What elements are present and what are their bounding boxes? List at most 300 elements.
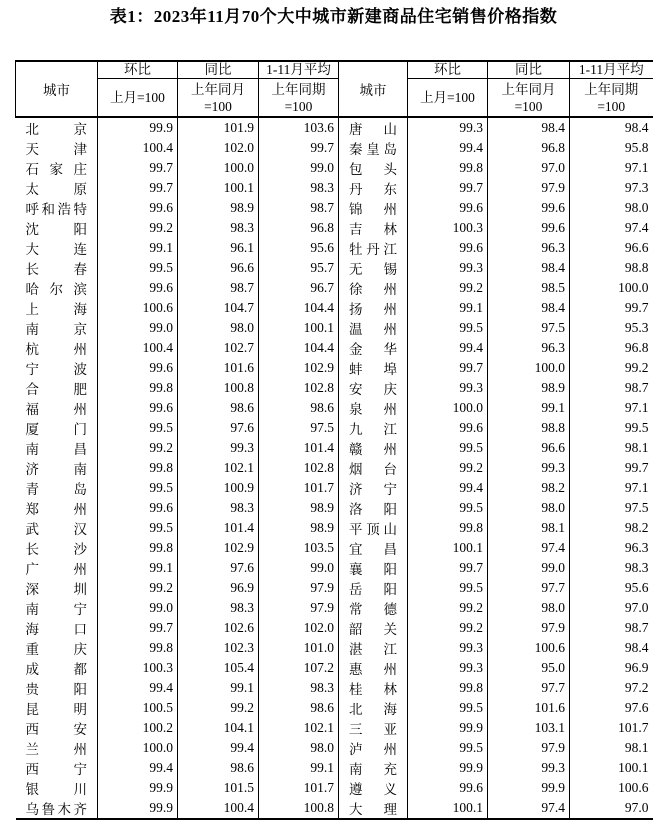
index-value-cell: 100.4 bbox=[98, 338, 178, 358]
index-value-cell: 100.0 bbox=[408, 398, 488, 418]
index-value-cell: 102.8 bbox=[259, 378, 339, 398]
index-value-cell: 97.6 bbox=[570, 698, 653, 718]
index-value-cell: 101.7 bbox=[259, 478, 339, 498]
index-value-cell: 96.9 bbox=[570, 658, 653, 678]
index-value-cell: 102.1 bbox=[259, 718, 339, 738]
index-value-cell: 99.6 bbox=[408, 198, 488, 218]
table-row bbox=[16, 498, 653, 518]
index-value-cell: 98.3 bbox=[178, 498, 259, 518]
city-cell: 昆明 bbox=[25, 702, 87, 717]
table-header bbox=[16, 61, 653, 117]
index-value-cell: 98.0 bbox=[570, 198, 653, 218]
index-value-cell: 99.3 bbox=[408, 117, 488, 138]
index-value-cell: 98.2 bbox=[488, 478, 570, 498]
index-value-cell: 98.7 bbox=[178, 278, 259, 298]
index-value-cell: 97.9 bbox=[488, 618, 570, 638]
city-cell: 包头 bbox=[339, 158, 408, 178]
city-cell: 广州 bbox=[25, 562, 87, 577]
index-value-cell: 97.9 bbox=[259, 598, 339, 618]
city-cell: 哈尔滨 bbox=[25, 282, 87, 297]
index-value-cell: 101.7 bbox=[259, 778, 339, 798]
table-row bbox=[16, 198, 653, 218]
city-cell: 石家庄 bbox=[25, 162, 87, 177]
header-mom-right: 环比 bbox=[408, 61, 488, 79]
index-value-cell: 107.2 bbox=[259, 658, 339, 678]
index-value-cell: 96.6 bbox=[178, 258, 259, 278]
index-value-cell: 97.1 bbox=[570, 398, 653, 418]
index-value-cell: 97.1 bbox=[570, 158, 653, 178]
index-value-cell: 100.2 bbox=[98, 718, 178, 738]
index-value-cell: 99.6 bbox=[98, 398, 178, 418]
city-cell: 成都 bbox=[25, 662, 87, 677]
city-cell: 银川 bbox=[25, 782, 87, 797]
table-row bbox=[16, 238, 653, 258]
index-value-cell: 102.1 bbox=[178, 458, 259, 478]
city-cell: 济南 bbox=[25, 462, 87, 477]
index-value-cell: 97.7 bbox=[488, 578, 570, 598]
index-value-cell: 98.4 bbox=[570, 117, 653, 138]
table-row bbox=[16, 178, 653, 198]
index-value-cell: 99.1 bbox=[259, 758, 339, 778]
table-row bbox=[16, 478, 653, 498]
table-row bbox=[16, 138, 653, 158]
city-cell: 锦州 bbox=[339, 198, 408, 218]
index-value-cell: 98.9 bbox=[259, 518, 339, 538]
index-value-cell: 102.9 bbox=[259, 358, 339, 378]
city-cell: 九江 bbox=[339, 418, 408, 438]
table-row bbox=[16, 158, 653, 178]
index-value-cell: 100.0 bbox=[570, 278, 653, 298]
header-avg-left: 1-11月平均 bbox=[259, 61, 339, 79]
city-cell: 三亚 bbox=[339, 718, 408, 738]
index-value-cell: 96.8 bbox=[259, 218, 339, 238]
city-cell: 乌鲁木齐 bbox=[25, 802, 87, 817]
index-value-cell: 97.0 bbox=[570, 798, 653, 819]
index-value-cell: 98.9 bbox=[178, 198, 259, 218]
index-value-cell: 99.4 bbox=[98, 678, 178, 698]
header-base-label: 上年同期 bbox=[584, 81, 639, 97]
index-value-cell: 100.3 bbox=[98, 658, 178, 678]
header-base-label: 上年同月 bbox=[501, 81, 556, 97]
table-row bbox=[16, 278, 653, 298]
city-cell: 温州 bbox=[339, 318, 408, 338]
index-value-cell: 99.5 bbox=[98, 518, 178, 538]
index-value-cell: 97.7 bbox=[488, 678, 570, 698]
index-value-cell: 99.3 bbox=[178, 438, 259, 458]
index-value-cell: 99.7 bbox=[408, 558, 488, 578]
index-value-cell: 104.7 bbox=[178, 298, 259, 318]
index-value-cell: 104.4 bbox=[259, 338, 339, 358]
table-row bbox=[16, 638, 653, 658]
index-value-cell: 99.6 bbox=[408, 778, 488, 798]
index-value-cell: 98.7 bbox=[570, 378, 653, 398]
city-cell: 海口 bbox=[25, 622, 87, 637]
index-value-cell: 99.7 bbox=[570, 298, 653, 318]
index-value-cell: 99.8 bbox=[98, 378, 178, 398]
index-value-cell: 99.5 bbox=[98, 258, 178, 278]
city-cell: 湛江 bbox=[339, 638, 408, 658]
index-value-cell: 99.5 bbox=[408, 578, 488, 598]
city-cell: 赣州 bbox=[339, 438, 408, 458]
city-cell: 北海 bbox=[339, 698, 408, 718]
index-value-cell: 98.3 bbox=[570, 558, 653, 578]
header-avg-base-right bbox=[570, 79, 653, 118]
header-mom-left: 环比 bbox=[98, 61, 178, 79]
table-row bbox=[16, 458, 653, 478]
header-yoy-base-left bbox=[178, 79, 259, 118]
index-value-cell: 99.6 bbox=[488, 218, 570, 238]
index-value-cell: 98.9 bbox=[259, 498, 339, 518]
table-row bbox=[16, 258, 653, 278]
city-cell: 福州 bbox=[25, 402, 87, 417]
index-value-cell: 98.0 bbox=[488, 598, 570, 618]
index-value-cell: 99.7 bbox=[259, 138, 339, 158]
table-row bbox=[16, 117, 653, 138]
index-value-cell: 100.1 bbox=[178, 178, 259, 198]
header-base-label: 上年同月 bbox=[191, 81, 245, 97]
index-value-cell: 99.5 bbox=[408, 438, 488, 458]
index-value-cell: 99.5 bbox=[570, 418, 653, 438]
index-value-cell: 99.8 bbox=[98, 638, 178, 658]
index-value-cell: 101.9 bbox=[178, 117, 259, 138]
index-value-cell: 99.1 bbox=[408, 298, 488, 318]
index-value-cell: 99.3 bbox=[408, 638, 488, 658]
index-value-cell: 98.8 bbox=[570, 258, 653, 278]
index-value-cell: 100.0 bbox=[488, 358, 570, 378]
header-mom-base-right bbox=[408, 79, 488, 118]
index-value-cell: 99.2 bbox=[408, 618, 488, 638]
index-value-cell: 99.2 bbox=[408, 458, 488, 478]
city-cell: 郑州 bbox=[25, 502, 87, 517]
city-cell: 韶关 bbox=[339, 618, 408, 638]
index-value-cell: 99.4 bbox=[408, 138, 488, 158]
index-value-cell: 99.8 bbox=[98, 538, 178, 558]
index-value-cell: 99.5 bbox=[98, 478, 178, 498]
city-cell: 南昌 bbox=[25, 442, 87, 457]
header-mom-base-left bbox=[98, 79, 178, 118]
city-cell: 徐州 bbox=[339, 278, 408, 298]
index-value-cell: 96.8 bbox=[570, 338, 653, 358]
index-value-cell: 101.4 bbox=[178, 518, 259, 538]
city-cell: 烟台 bbox=[339, 458, 408, 478]
index-value-cell: 99.4 bbox=[408, 338, 488, 358]
index-value-cell: 98.9 bbox=[488, 378, 570, 398]
index-value-cell: 97.9 bbox=[488, 178, 570, 198]
city-cell: 吉林 bbox=[339, 218, 408, 238]
index-value-cell: 99.9 bbox=[408, 758, 488, 778]
index-value-cell: 102.0 bbox=[178, 138, 259, 158]
index-value-cell: 100.0 bbox=[178, 158, 259, 178]
city-cell: 遵义 bbox=[339, 778, 408, 798]
index-value-cell: 101.6 bbox=[488, 698, 570, 718]
index-value-cell: 102.3 bbox=[178, 638, 259, 658]
index-value-cell: 97.2 bbox=[570, 678, 653, 698]
index-value-cell: 97.5 bbox=[259, 418, 339, 438]
index-value-cell: 97.5 bbox=[488, 318, 570, 338]
index-value-cell: 97.6 bbox=[178, 418, 259, 438]
header-avg-right: 1-11月平均 bbox=[570, 61, 653, 79]
city-cell: 金华 bbox=[339, 338, 408, 358]
city-cell: 岳阳 bbox=[339, 578, 408, 598]
city-cell: 无锡 bbox=[339, 258, 408, 278]
city-cell: 平顶山 bbox=[339, 518, 408, 538]
index-value-cell: 98.3 bbox=[259, 178, 339, 198]
table-row bbox=[16, 378, 653, 398]
index-value-cell: 99.3 bbox=[488, 758, 570, 778]
city-cell: 丹东 bbox=[339, 178, 408, 198]
index-value-cell: 99.9 bbox=[488, 778, 570, 798]
index-value-cell: 98.4 bbox=[488, 258, 570, 278]
index-value-cell: 99.0 bbox=[488, 558, 570, 578]
table-row bbox=[16, 678, 653, 698]
city-cell: 长沙 bbox=[25, 542, 87, 557]
index-value-cell: 100.3 bbox=[408, 218, 488, 238]
index-value-cell: 99.6 bbox=[98, 198, 178, 218]
city-cell: 南宁 bbox=[25, 602, 87, 617]
header-row-main bbox=[16, 61, 653, 79]
index-value-cell: 103.1 bbox=[488, 718, 570, 738]
table-row bbox=[16, 778, 653, 798]
index-value-cell: 99.1 bbox=[98, 238, 178, 258]
index-value-cell: 103.6 bbox=[259, 117, 339, 138]
index-value-cell: 99.0 bbox=[98, 598, 178, 618]
index-value-cell: 99.6 bbox=[98, 498, 178, 518]
index-value-cell: 100.1 bbox=[408, 538, 488, 558]
city-cell: 济宁 bbox=[339, 478, 408, 498]
index-value-cell: 98.6 bbox=[259, 698, 339, 718]
index-value-cell: 100.1 bbox=[570, 758, 653, 778]
index-value-cell: 101.0 bbox=[259, 638, 339, 658]
index-value-cell: 98.4 bbox=[570, 638, 653, 658]
index-value-cell: 99.6 bbox=[98, 358, 178, 378]
index-value-cell: 99.5 bbox=[408, 738, 488, 758]
price-index-table bbox=[15, 60, 653, 820]
index-value-cell: 100.1 bbox=[259, 318, 339, 338]
header-city-left: 城市 bbox=[16, 61, 98, 117]
index-value-cell: 102.8 bbox=[259, 458, 339, 478]
table-row bbox=[16, 398, 653, 418]
header-base-label: =100 bbox=[597, 98, 626, 114]
index-value-cell: 101.5 bbox=[178, 778, 259, 798]
index-value-cell: 99.2 bbox=[98, 438, 178, 458]
index-value-cell: 100.5 bbox=[98, 698, 178, 718]
city-cell: 长春 bbox=[25, 262, 87, 277]
city-cell: 秦皇岛 bbox=[339, 138, 408, 158]
index-value-cell: 97.9 bbox=[259, 578, 339, 598]
table-row bbox=[16, 698, 653, 718]
city-cell: 泉州 bbox=[339, 398, 408, 418]
table-row bbox=[16, 758, 653, 778]
table-row bbox=[16, 438, 653, 458]
index-value-cell: 95.0 bbox=[488, 658, 570, 678]
city-cell: 大理 bbox=[339, 798, 408, 819]
city-cell: 扬州 bbox=[339, 298, 408, 318]
index-value-cell: 98.5 bbox=[488, 278, 570, 298]
index-value-cell: 98.3 bbox=[178, 218, 259, 238]
index-value-cell: 99.1 bbox=[98, 558, 178, 578]
index-value-cell: 99.7 bbox=[408, 358, 488, 378]
city-cell: 襄阳 bbox=[339, 558, 408, 578]
index-value-cell: 100.6 bbox=[98, 298, 178, 318]
table-row bbox=[16, 318, 653, 338]
table-row bbox=[16, 738, 653, 758]
page bbox=[0, 6, 667, 817]
index-value-cell: 99.8 bbox=[408, 158, 488, 178]
header-yoy-right: 同比 bbox=[488, 61, 570, 79]
city-cell: 兰州 bbox=[25, 742, 87, 757]
page-title: 表1：2023年11月70个大中城市新建商品住宅销售价格指数 bbox=[109, 7, 558, 26]
index-value-cell: 96.6 bbox=[570, 238, 653, 258]
index-value-cell: 99.2 bbox=[178, 698, 259, 718]
index-value-cell: 99.9 bbox=[98, 798, 178, 819]
index-value-cell: 95.6 bbox=[570, 578, 653, 598]
index-value-cell: 100.9 bbox=[178, 478, 259, 498]
city-cell: 深圳 bbox=[25, 582, 87, 597]
index-value-cell: 98.4 bbox=[488, 298, 570, 318]
table-row bbox=[16, 578, 653, 598]
index-value-cell: 95.8 bbox=[570, 138, 653, 158]
index-value-cell: 101.4 bbox=[259, 438, 339, 458]
index-value-cell: 99.8 bbox=[408, 678, 488, 698]
city-cell: 宁波 bbox=[25, 362, 87, 377]
table-row bbox=[16, 658, 653, 678]
table-row bbox=[16, 598, 653, 618]
header-base-label: =100 bbox=[514, 98, 543, 114]
index-value-cell: 99.6 bbox=[98, 278, 178, 298]
index-value-cell: 99.3 bbox=[408, 658, 488, 678]
city-cell: 贵阳 bbox=[25, 682, 87, 697]
index-value-cell: 99.2 bbox=[570, 358, 653, 378]
header-yoy-base-right bbox=[488, 79, 570, 118]
header-base-label: 上月=100 bbox=[420, 90, 475, 105]
city-cell: 呼和浩特 bbox=[25, 202, 87, 217]
index-value-cell: 105.4 bbox=[178, 658, 259, 678]
header-city-right: 城市 bbox=[339, 61, 408, 117]
index-value-cell: 97.1 bbox=[570, 478, 653, 498]
city-cell: 安庆 bbox=[339, 378, 408, 398]
index-value-cell: 99.7 bbox=[98, 178, 178, 198]
city-cell: 武汉 bbox=[25, 522, 87, 537]
city-cell: 泸州 bbox=[339, 738, 408, 758]
index-value-cell: 99.0 bbox=[98, 318, 178, 338]
index-value-cell: 99.5 bbox=[408, 698, 488, 718]
index-value-cell: 99.2 bbox=[408, 598, 488, 618]
index-value-cell: 97.3 bbox=[570, 178, 653, 198]
index-value-cell: 99.2 bbox=[98, 578, 178, 598]
index-value-cell: 98.4 bbox=[488, 117, 570, 138]
city-cell: 重庆 bbox=[25, 642, 87, 657]
index-value-cell: 102.9 bbox=[178, 538, 259, 558]
city-cell: 西宁 bbox=[25, 762, 87, 777]
table-body bbox=[16, 117, 653, 819]
city-cell: 南京 bbox=[25, 322, 87, 337]
index-value-cell: 97.4 bbox=[488, 538, 570, 558]
table-row bbox=[16, 418, 653, 438]
city-cell: 大连 bbox=[25, 242, 87, 257]
index-value-cell: 96.9 bbox=[178, 578, 259, 598]
index-value-cell: 101.7 bbox=[570, 718, 653, 738]
city-cell: 青岛 bbox=[25, 482, 87, 497]
table-row bbox=[16, 518, 653, 538]
header-base-label: =100 bbox=[204, 98, 232, 114]
header-avg-base-left bbox=[259, 79, 339, 118]
index-value-cell: 99.7 bbox=[98, 158, 178, 178]
index-value-cell: 98.0 bbox=[178, 318, 259, 338]
city-cell: 西安 bbox=[25, 722, 87, 737]
index-value-cell: 95.7 bbox=[259, 258, 339, 278]
index-value-cell: 102.6 bbox=[178, 618, 259, 638]
table-row bbox=[16, 798, 653, 819]
index-value-cell: 95.6 bbox=[259, 238, 339, 258]
index-value-cell: 99.3 bbox=[488, 458, 570, 478]
city-cell: 太原 bbox=[25, 182, 87, 197]
table-row bbox=[16, 558, 653, 578]
index-value-cell: 99.8 bbox=[98, 458, 178, 478]
city-cell: 蚌埠 bbox=[339, 358, 408, 378]
table-row bbox=[16, 338, 653, 358]
header-yoy-left: 同比 bbox=[178, 61, 259, 79]
index-value-cell: 102.0 bbox=[259, 618, 339, 638]
header-base-label: 上年同期 bbox=[271, 81, 326, 97]
city-cell: 杭州 bbox=[25, 342, 87, 357]
index-value-cell: 98.7 bbox=[259, 198, 339, 218]
city-cell: 宜昌 bbox=[339, 538, 408, 558]
city-cell: 南充 bbox=[339, 758, 408, 778]
table-row bbox=[16, 298, 653, 318]
index-value-cell: 97.6 bbox=[178, 558, 259, 578]
index-value-cell: 98.8 bbox=[488, 418, 570, 438]
city-cell: 洛阳 bbox=[339, 498, 408, 518]
table-row bbox=[16, 718, 653, 738]
index-value-cell: 99.2 bbox=[98, 218, 178, 238]
index-value-cell: 100.6 bbox=[488, 638, 570, 658]
index-value-cell: 100.0 bbox=[98, 738, 178, 758]
index-value-cell: 99.5 bbox=[98, 418, 178, 438]
index-value-cell: 99.4 bbox=[408, 478, 488, 498]
header-base-label: 上月=100 bbox=[110, 90, 165, 105]
index-value-cell: 99.2 bbox=[408, 278, 488, 298]
index-value-cell: 102.7 bbox=[178, 338, 259, 358]
index-value-cell: 99.1 bbox=[178, 678, 259, 698]
index-value-cell: 99.8 bbox=[408, 518, 488, 538]
index-value-cell: 97.0 bbox=[488, 158, 570, 178]
index-value-cell: 99.4 bbox=[98, 758, 178, 778]
index-value-cell: 96.3 bbox=[570, 538, 653, 558]
index-value-cell: 96.3 bbox=[488, 238, 570, 258]
index-value-cell: 99.4 bbox=[178, 738, 259, 758]
index-value-cell: 103.5 bbox=[259, 538, 339, 558]
index-value-cell: 96.1 bbox=[178, 238, 259, 258]
index-value-cell: 98.3 bbox=[259, 678, 339, 698]
index-value-cell: 100.1 bbox=[408, 798, 488, 819]
index-value-cell: 99.0 bbox=[259, 158, 339, 178]
index-value-cell: 99.3 bbox=[408, 378, 488, 398]
index-value-cell: 100.6 bbox=[570, 778, 653, 798]
city-cell: 上海 bbox=[25, 302, 87, 317]
index-value-cell: 97.4 bbox=[488, 798, 570, 819]
table-row bbox=[16, 358, 653, 378]
index-value-cell: 99.5 bbox=[408, 318, 488, 338]
index-value-cell: 96.3 bbox=[488, 338, 570, 358]
index-value-cell: 98.7 bbox=[570, 618, 653, 638]
index-value-cell: 99.6 bbox=[488, 198, 570, 218]
index-value-cell: 101.6 bbox=[178, 358, 259, 378]
city-cell: 沈阳 bbox=[25, 222, 87, 237]
index-value-cell: 95.3 bbox=[570, 318, 653, 338]
city-cell: 厦门 bbox=[25, 422, 87, 437]
index-value-cell: 98.1 bbox=[570, 738, 653, 758]
city-cell: 北京 bbox=[25, 122, 87, 137]
